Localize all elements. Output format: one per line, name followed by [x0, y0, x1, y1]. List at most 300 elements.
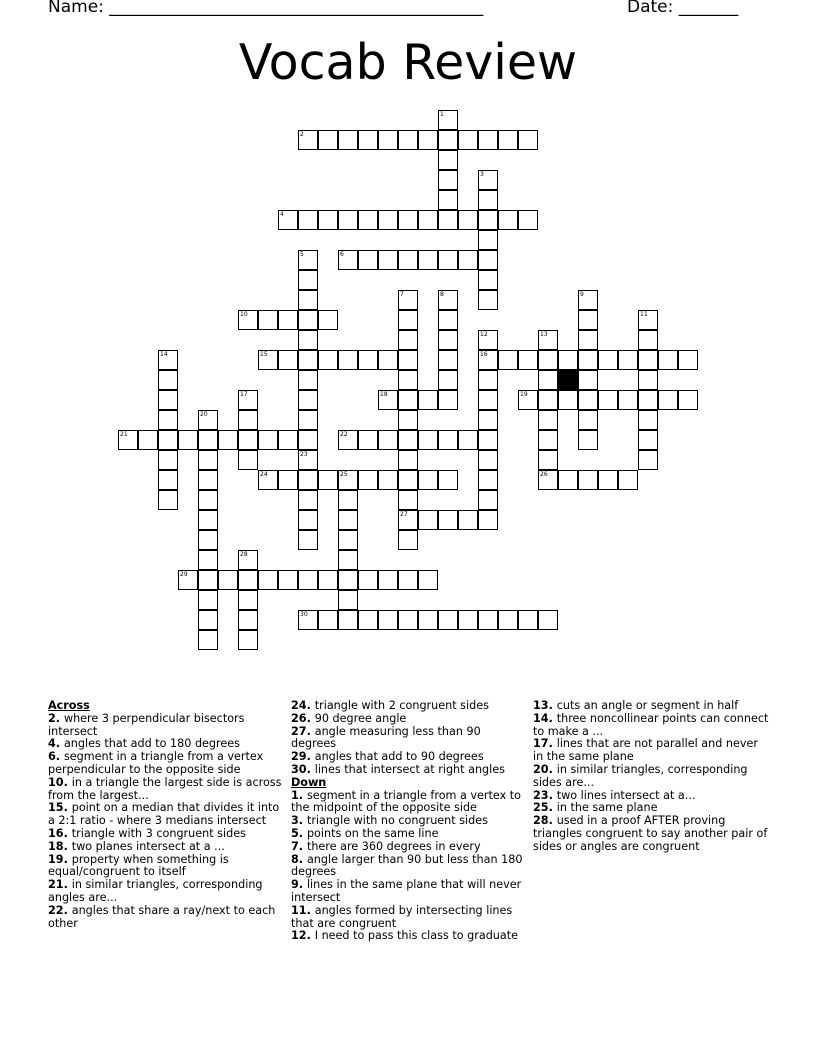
grid-cell[interactable] [458, 130, 478, 150]
grid-cell[interactable] [478, 210, 498, 230]
grid-cell[interactable] [658, 350, 678, 370]
grid-cell[interactable] [578, 430, 598, 450]
clue-number: 2. [48, 711, 64, 725]
grid-cell[interactable] [358, 470, 378, 490]
grid-cell[interactable] [158, 450, 178, 470]
clue-number: 5. [291, 826, 307, 840]
grid-cell[interactable] [278, 350, 298, 370]
grid-cell[interactable] [518, 610, 538, 630]
grid-cell[interactable] [438, 130, 458, 150]
grid-cell[interactable] [478, 350, 498, 370]
clue-number: 25. [533, 801, 557, 815]
grid-cell[interactable] [558, 390, 578, 410]
grid-cell[interactable] [158, 490, 178, 510]
grid-cell[interactable] [578, 470, 598, 490]
clue-number: 25 [340, 471, 348, 478]
grid-cell[interactable] [578, 290, 598, 310]
grid-cell[interactable] [498, 610, 518, 630]
grid-cell[interactable] [578, 370, 598, 390]
grid-cell[interactable] [238, 390, 258, 410]
grid-cell[interactable] [238, 430, 258, 450]
clue-item: 9. lines in the same plane that will never intersect [291, 878, 522, 904]
grid-cell[interactable] [438, 430, 458, 450]
grid-cell[interactable] [418, 210, 438, 230]
grid-cell[interactable] [198, 590, 218, 610]
grid-cell[interactable] [378, 470, 398, 490]
grid-cell[interactable] [418, 390, 438, 410]
clue-number: 4 [280, 211, 284, 218]
clue-item: 28. used in a proof AFTER proving triangles congruent to say another pair of sides or angles are congruent [533, 814, 768, 853]
grid-cell[interactable] [638, 310, 658, 330]
grid-cell[interactable] [318, 210, 338, 230]
clue-item: 20. in similar triangles, corresponding sides are... [533, 762, 748, 789]
grid-cell[interactable] [258, 310, 278, 330]
name-field-label: Name: ____________________________________________ [48, 0, 484, 17]
grid-cell[interactable] [398, 570, 418, 590]
grid-cell[interactable] [458, 210, 478, 230]
grid-cell[interactable] [398, 390, 418, 410]
grid-cell[interactable] [538, 390, 558, 410]
grid-cell[interactable] [538, 610, 558, 630]
grid-cell[interactable] [418, 250, 438, 270]
grid-cell[interactable] [198, 470, 218, 490]
grid-cell[interactable] [258, 470, 278, 490]
clue-number: 7. [291, 839, 307, 853]
clue-item: 8. angle larger than 90 but less than 180 degrees [291, 852, 523, 879]
grid-cell[interactable] [618, 470, 638, 490]
grid-cell[interactable] [398, 250, 418, 270]
grid-cell[interactable] [338, 610, 358, 630]
clue-item: 18. two planes intersect at a ... [48, 839, 225, 853]
grid-cell[interactable] [538, 450, 558, 470]
grid-cell[interactable] [298, 470, 318, 490]
grid-cell[interactable] [638, 430, 658, 450]
grid-cell[interactable] [198, 530, 218, 550]
grid-cell[interactable] [418, 430, 438, 450]
clue-item: 3. triangle with no congruent sides [291, 814, 488, 828]
grid-cell[interactable] [478, 250, 498, 270]
grid-cell[interactable] [578, 350, 598, 370]
grid-cell[interactable] [198, 550, 218, 570]
grid-cell[interactable] [158, 410, 178, 430]
clue-number: 30 [300, 611, 308, 618]
clue-item: 16. triangle with 3 congruent sides [48, 826, 246, 840]
grid-cell[interactable] [438, 310, 458, 330]
grid-cell[interactable] [238, 550, 258, 570]
grid-cell[interactable] [198, 610, 218, 630]
clue-item: 14. three noncollinear points can connect to make a ... [533, 711, 769, 738]
grid-cell[interactable] [218, 570, 238, 590]
clue-number: 20. [533, 762, 557, 776]
grid-cell[interactable] [298, 270, 318, 290]
clue-item: 17. lines that are not parallel and never in the same plane [533, 737, 758, 764]
clue-item: 4. angles that add to 180 degrees [48, 737, 240, 751]
grid-cell[interactable] [458, 250, 478, 270]
grid-cell[interactable] [258, 430, 278, 450]
grid-cell[interactable] [478, 430, 498, 450]
clue-number: 11. [291, 903, 315, 917]
grid-cell[interactable] [338, 510, 358, 530]
clue-number: 24 [260, 471, 268, 478]
grid-cell[interactable] [298, 610, 318, 630]
grid-cell[interactable] [418, 470, 438, 490]
grid-cell[interactable] [478, 450, 498, 470]
grid-cell[interactable] [358, 610, 378, 630]
grid-cell[interactable] [398, 510, 418, 530]
clue-number: 27. [291, 724, 315, 738]
grid-cell[interactable] [558, 470, 578, 490]
grid-cell[interactable] [418, 510, 438, 530]
grid-cell[interactable] [418, 610, 438, 630]
grid-cell[interactable] [438, 290, 458, 310]
clue-item: 10. in a triangle the largest side is across from the largest... [48, 775, 282, 802]
grid-cell[interactable] [438, 190, 458, 210]
clue-number: 15 [260, 351, 268, 358]
grid-cell[interactable] [338, 550, 358, 570]
grid-cell[interactable] [478, 370, 498, 390]
clue-column-3 [533, 700, 769, 854]
grid-cell[interactable] [298, 330, 318, 350]
grid-cell[interactable] [218, 430, 238, 450]
clue-number: 20 [200, 411, 208, 418]
grid-cell[interactable] [198, 430, 218, 450]
clue-column-2 [291, 700, 527, 943]
grid-cell[interactable] [338, 490, 358, 510]
clue-number: 8 [440, 291, 444, 298]
grid-cell[interactable] [438, 250, 458, 270]
grid-cell[interactable] [298, 310, 318, 330]
clue-item: 24. triangle with 2 congruent sides [291, 699, 489, 712]
clue-item: 5. points on the same line [291, 826, 439, 840]
grid-cell[interactable] [198, 490, 218, 510]
grid-cell[interactable] [338, 590, 358, 610]
grid-cell[interactable] [398, 530, 418, 550]
grid-cell[interactable] [318, 570, 338, 590]
clue-item: 29. angles that add to 90 degrees [291, 750, 484, 764]
clue-number: 21 [120, 431, 128, 438]
clue-number: 3. [291, 814, 307, 828]
grid-cell[interactable] [138, 430, 158, 450]
clue-item: 27. angle measuring less than 90 degrees [291, 724, 481, 751]
grid-cell[interactable] [398, 610, 418, 630]
grid-cell[interactable] [618, 350, 638, 370]
clue-number: 14. [533, 711, 557, 725]
clue-item: 2. where 3 perpendicular bisectors intersect [48, 711, 245, 738]
grid-cell[interactable] [478, 470, 498, 490]
grid-cell[interactable] [638, 330, 658, 350]
grid-cell[interactable] [638, 390, 658, 410]
grid-cell[interactable] [118, 430, 138, 450]
grid-cell[interactable] [178, 570, 198, 590]
grid-cell[interactable] [398, 410, 418, 430]
clue-item: 25. in the same plane [533, 801, 658, 815]
grid-cell[interactable] [198, 410, 218, 430]
grid-cell[interactable] [398, 290, 418, 310]
grid-cell[interactable] [398, 350, 418, 370]
grid-cell[interactable] [378, 130, 398, 150]
clue-number: 12 [480, 331, 488, 338]
grid-cell[interactable] [638, 350, 658, 370]
grid-cell[interactable] [458, 610, 478, 630]
grid-cell[interactable] [238, 450, 258, 470]
grid-cell[interactable] [638, 370, 658, 390]
clue-number: 26 [540, 471, 548, 478]
clue-number: 26. [291, 711, 315, 725]
grid-cell[interactable] [578, 330, 598, 350]
clue-column-1 [48, 700, 284, 930]
grid-cell[interactable] [598, 390, 618, 410]
grid-cell[interactable] [238, 410, 258, 430]
clue-number: 1 [440, 111, 444, 118]
grid-cell[interactable] [478, 610, 498, 630]
clue-number: 29 [180, 571, 188, 578]
grid-cell[interactable] [398, 490, 418, 510]
clue-number: 5 [300, 251, 304, 258]
grid-cell[interactable] [418, 570, 438, 590]
grid-cell[interactable] [378, 430, 398, 450]
grid-cell[interactable] [338, 530, 358, 550]
grid-cell[interactable] [358, 130, 378, 150]
grid-cell[interactable] [658, 390, 678, 410]
clue-item: 23. two lines intersect at a... [533, 788, 696, 802]
grid-cell[interactable] [338, 130, 358, 150]
grid-cell[interactable] [378, 210, 398, 230]
grid-cell[interactable] [278, 310, 298, 330]
grid-cell[interactable] [438, 350, 458, 370]
grid-cell[interactable] [478, 410, 498, 430]
grid-cell[interactable] [238, 570, 258, 590]
grid-cell[interactable] [298, 490, 318, 510]
grid-cell[interactable] [238, 630, 258, 650]
grid-cell[interactable] [398, 430, 418, 450]
grid-cell[interactable] [298, 530, 318, 550]
clue-number: 9 [580, 291, 584, 298]
grid-cell[interactable] [278, 430, 298, 450]
grid-cell[interactable] [518, 390, 538, 410]
grid-cell[interactable] [298, 450, 318, 470]
grid-cell[interactable] [438, 330, 458, 350]
grid-cell[interactable] [678, 350, 698, 370]
grid-cell[interactable] [578, 310, 598, 330]
grid-cell[interactable] [398, 130, 418, 150]
clue-number: 15. [48, 801, 72, 815]
grid-cell[interactable] [538, 330, 558, 350]
grid-cell[interactable] [438, 370, 458, 390]
clue-number: 13. [533, 699, 557, 712]
grid-cell[interactable] [538, 430, 558, 450]
across-heading: Across [48, 699, 90, 712]
clue-number: 28 [240, 551, 248, 558]
down-heading: Down [291, 775, 327, 789]
grid-cell[interactable] [158, 370, 178, 390]
grid-cell[interactable] [398, 210, 418, 230]
clue-number: 18 [380, 391, 388, 398]
grid-cell[interactable] [278, 210, 298, 230]
grid-cell[interactable] [298, 410, 318, 430]
grid-cell[interactable] [478, 490, 498, 510]
grid-cell[interactable] [478, 330, 498, 350]
grid-cell[interactable] [378, 390, 398, 410]
clue-number: 30. [291, 762, 315, 776]
grid-cell[interactable] [438, 110, 458, 130]
grid-cell[interactable] [298, 430, 318, 450]
clue-item: 15. point on a median that divides it into a 2:1 ratio - where 3 medians intersect [48, 801, 280, 828]
clue-item: 19. property when something is equal/congruent to itself [48, 852, 229, 879]
grid-cell[interactable] [358, 210, 378, 230]
grid-cell[interactable] [198, 630, 218, 650]
grid-cell[interactable] [258, 570, 278, 590]
grid-cell[interactable] [318, 350, 338, 370]
grid-cell[interactable] [478, 230, 498, 250]
grid-cell[interactable] [478, 270, 498, 290]
grid-cell[interactable] [298, 510, 318, 530]
grid-cell[interactable] [438, 510, 458, 530]
grid-cell[interactable] [338, 470, 358, 490]
grid-cell[interactable] [398, 370, 418, 390]
grid-cell[interactable] [338, 210, 358, 230]
grid-cell[interactable] [318, 470, 338, 490]
grid-cell[interactable] [638, 410, 658, 430]
clue-number: 16. [48, 826, 72, 840]
grid-cell[interactable] [438, 470, 458, 490]
grid-cell[interactable] [498, 350, 518, 370]
grid-cell[interactable] [298, 390, 318, 410]
clue-number: 10 [240, 311, 248, 318]
clue-item: 6. segment in a triangle from a vertex perpendicular to the opposite side [48, 750, 264, 776]
clue-item: 13. cuts an angle or segment in half [533, 699, 739, 712]
grid-cell[interactable] [478, 190, 498, 210]
grid-cell[interactable] [618, 390, 638, 410]
grid-cell[interactable] [558, 350, 578, 370]
grid-cell[interactable] [298, 350, 318, 370]
grid-cell[interactable] [198, 450, 218, 470]
grid-cell[interactable] [578, 410, 598, 430]
grid-cell[interactable] [158, 350, 178, 370]
grid-cell[interactable] [498, 130, 518, 150]
clue-number: 13 [540, 331, 548, 338]
grid-cell[interactable] [438, 150, 458, 170]
grid-cell[interactable] [158, 390, 178, 410]
grid-cell[interactable] [538, 410, 558, 430]
grid-cell[interactable] [598, 470, 618, 490]
grid-cell[interactable] [398, 310, 418, 330]
grid-cell[interactable] [258, 350, 278, 370]
grid-cell[interactable] [238, 310, 258, 330]
grid-cell[interactable] [578, 390, 598, 410]
grid-cell[interactable] [298, 250, 318, 270]
clue-number: 10. [48, 775, 72, 789]
clue-number: 8. [291, 852, 307, 866]
grid-cell[interactable] [538, 370, 558, 390]
grid-cell[interactable] [498, 210, 518, 230]
clue-item: 21. in similar triangles, corresponding angles are... [48, 878, 263, 904]
grid-cell[interactable] [298, 570, 318, 590]
grid-cell[interactable] [378, 610, 398, 630]
grid-cell[interactable] [338, 570, 358, 590]
clue-item: 11. angles formed by intersecting lines that are congruent [291, 903, 513, 930]
clue-number: 6 [340, 251, 344, 258]
grid-cell[interactable] [518, 350, 538, 370]
clue-number: 7 [400, 291, 404, 298]
grid-cell[interactable] [478, 130, 498, 150]
grid-cell[interactable] [378, 250, 398, 270]
grid-cell[interactable] [238, 590, 258, 610]
grid-cell[interactable] [518, 210, 538, 230]
grid-cell[interactable] [438, 390, 458, 410]
clue-number: 1. [291, 788, 307, 802]
grid-cell[interactable] [178, 430, 198, 450]
grid-cell[interactable] [378, 570, 398, 590]
grid-cell[interactable] [198, 570, 218, 590]
grid-cell[interactable] [338, 250, 358, 270]
clue-number: 9. [291, 878, 307, 892]
clue-item: 22. angles that share a ray/next to each other [48, 903, 276, 930]
grid-cell[interactable] [678, 390, 698, 410]
grid-cell[interactable] [318, 310, 338, 330]
grid-cell[interactable] [478, 170, 498, 190]
grid-cell[interactable] [298, 210, 318, 230]
grid-cell[interactable] [598, 350, 618, 370]
grid-cell[interactable] [358, 350, 378, 370]
clue-number: 11 [640, 311, 648, 318]
grid-cell[interactable] [418, 130, 438, 150]
grid-cell[interactable] [298, 370, 318, 390]
grid-cell[interactable] [158, 430, 178, 450]
grid-cell[interactable] [338, 430, 358, 450]
grid-cell[interactable] [298, 130, 318, 150]
grid-cell[interactable] [278, 570, 298, 590]
clue-number: 22. [48, 903, 72, 917]
grid-cell[interactable] [278, 470, 298, 490]
grid-cell[interactable] [478, 290, 498, 310]
grid-cell[interactable] [298, 290, 318, 310]
clue-number: 19 [520, 391, 528, 398]
grid-cell[interactable] [478, 390, 498, 410]
grid-cell[interactable] [358, 570, 378, 590]
grid-cell[interactable] [158, 470, 178, 490]
grid-cell[interactable] [318, 610, 338, 630]
grid-cell[interactable] [438, 170, 458, 190]
grid-cell[interactable] [198, 510, 218, 530]
grid-cell[interactable] [538, 350, 558, 370]
clue-item: 7. there are 360 degrees in every [291, 839, 481, 853]
grid-cell[interactable] [358, 430, 378, 450]
grid-cell[interactable] [458, 510, 478, 530]
grid-cell[interactable] [318, 130, 338, 150]
clue-number: 6. [48, 750, 64, 764]
grid-cell[interactable] [398, 330, 418, 350]
grid-cell[interactable] [478, 510, 498, 530]
grid-cell[interactable] [538, 470, 558, 490]
grid-cell[interactable] [638, 450, 658, 470]
grid-cell[interactable] [438, 210, 458, 230]
clue-number: 16 [480, 351, 488, 358]
grid-cell[interactable] [438, 610, 458, 630]
grid-cell[interactable] [518, 130, 538, 150]
clue-number: 2 [300, 131, 304, 138]
grid-cell[interactable] [398, 450, 418, 470]
clue-number: 22 [340, 431, 348, 438]
grid-cell[interactable] [238, 610, 258, 630]
grid-cell[interactable] [378, 350, 398, 370]
grid-cell[interactable] [458, 430, 478, 450]
clue-item: 26. 90 degree angle [291, 711, 407, 725]
grid-cell[interactable] [398, 470, 418, 490]
grid-cell[interactable] [358, 250, 378, 270]
clue-item: 30. lines that intersect at right angles [291, 762, 505, 776]
black-square [558, 370, 578, 390]
grid-cell[interactable] [338, 350, 358, 370]
